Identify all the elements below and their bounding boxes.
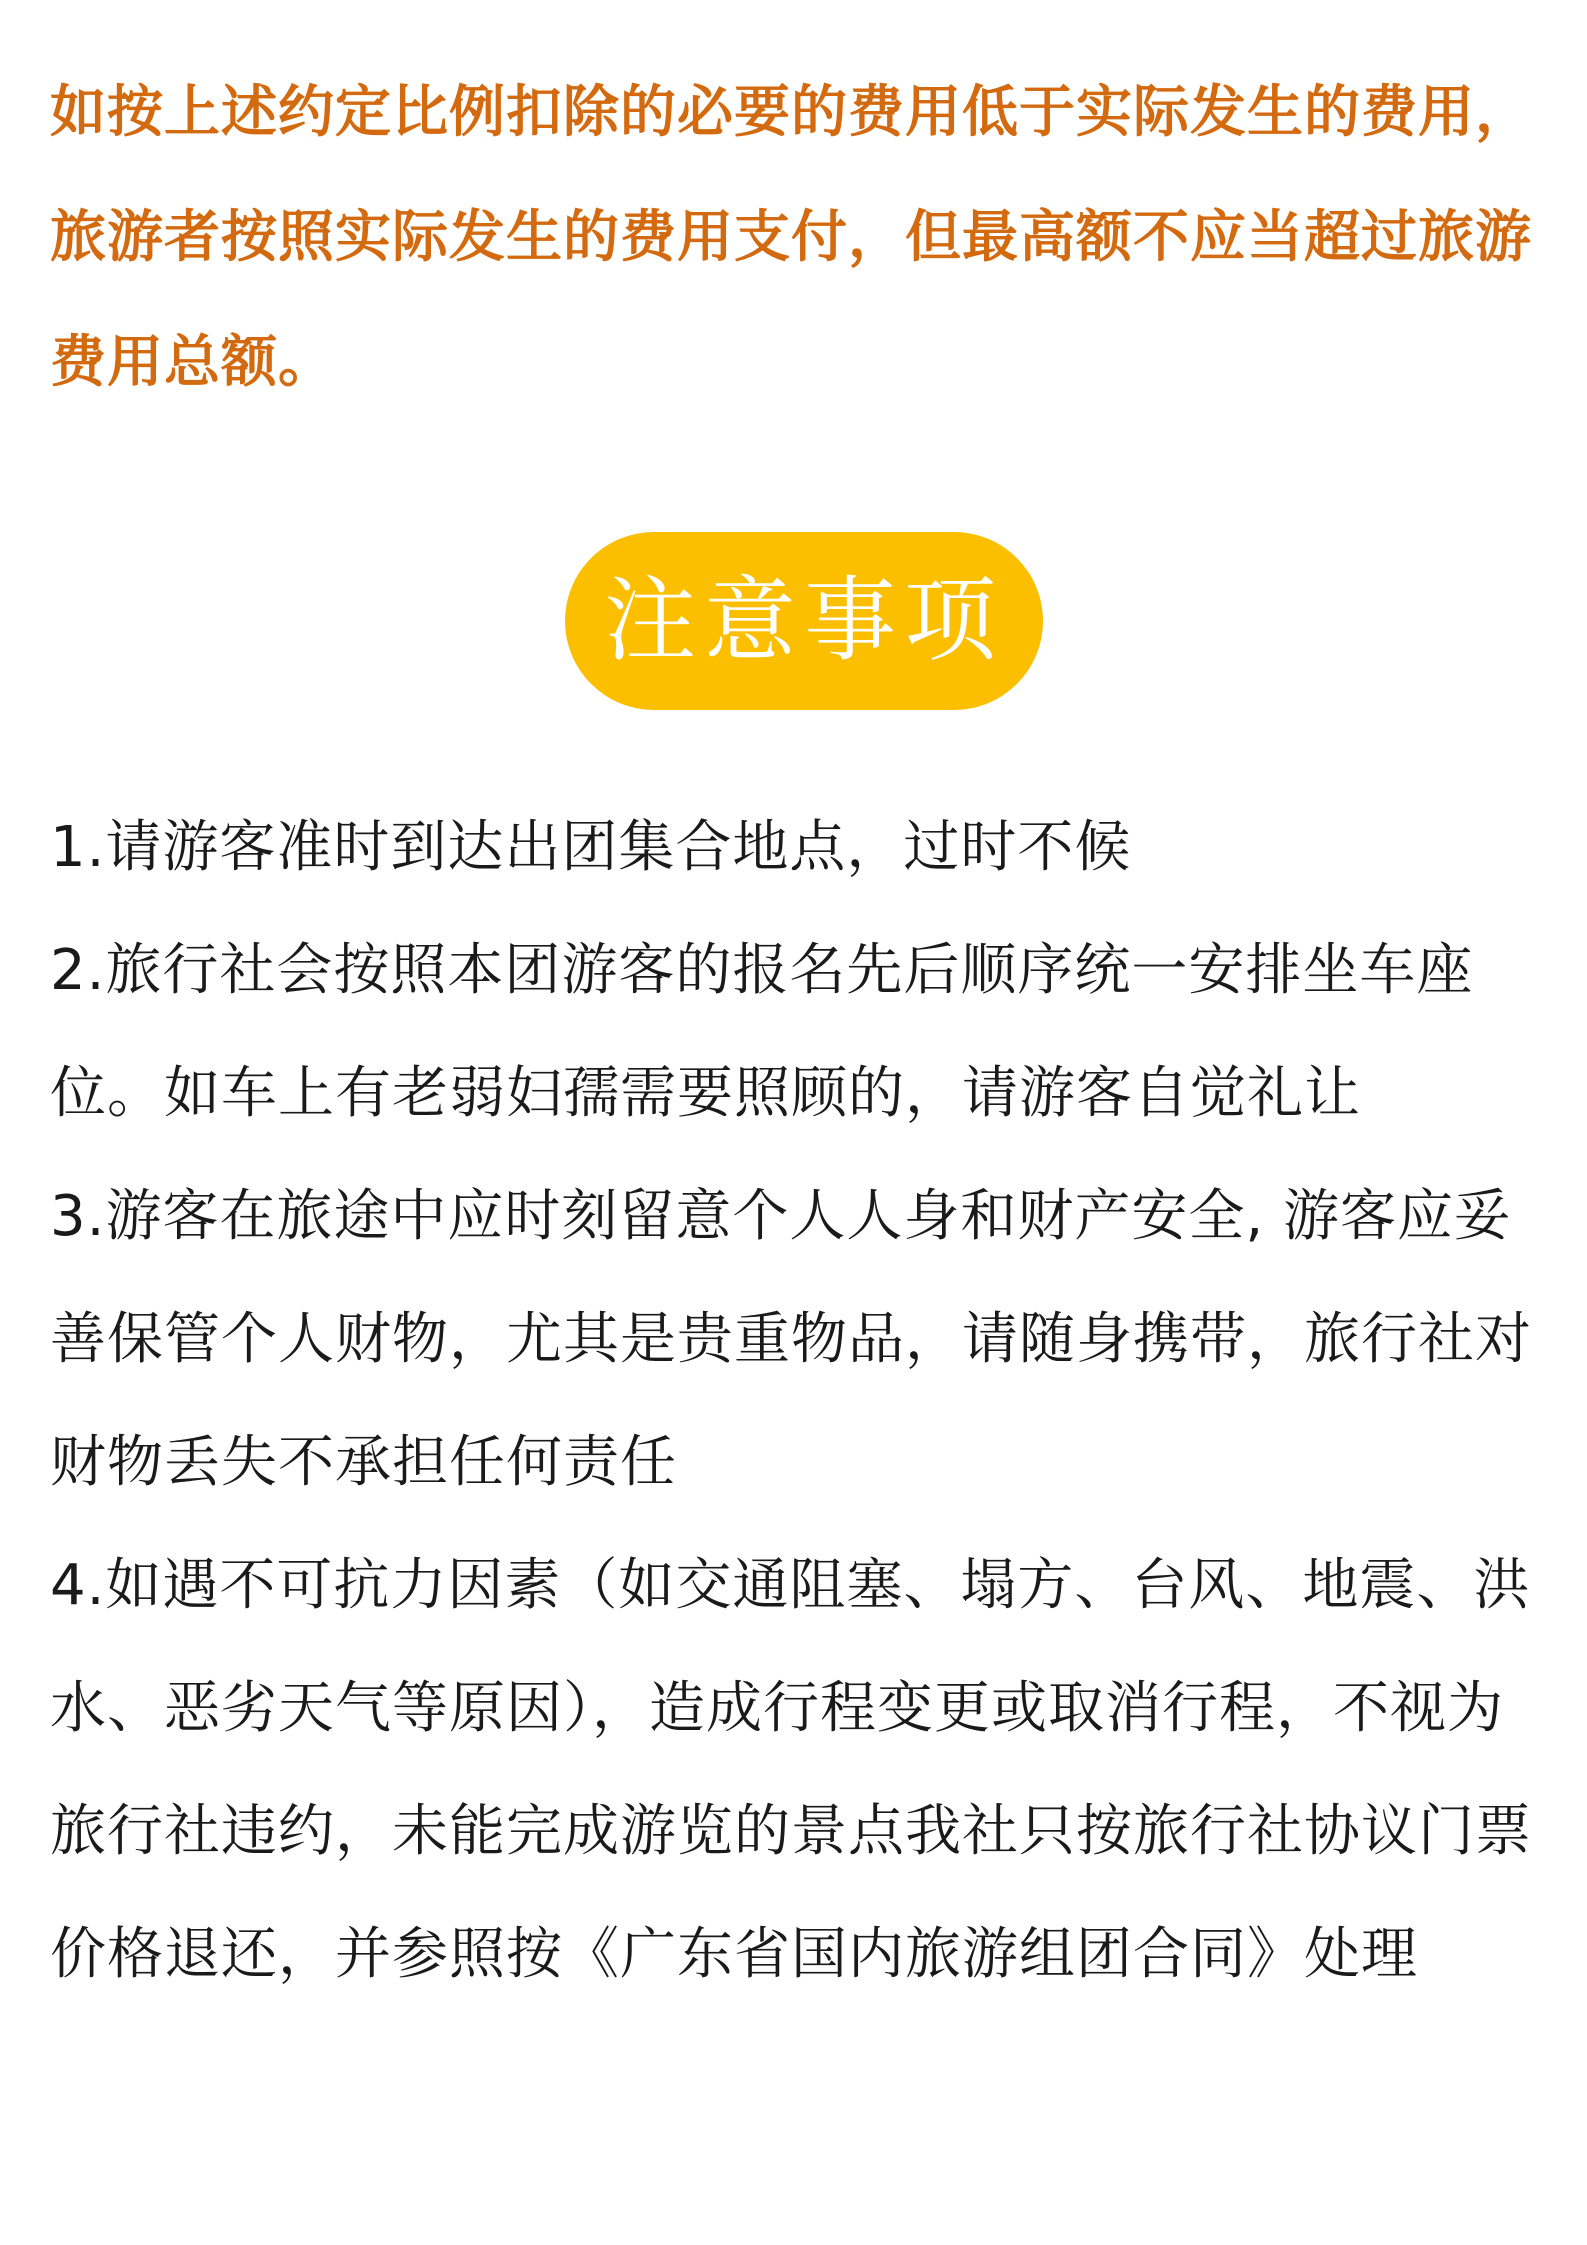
note-item-1: 1.请游客准时到达出团集合地点，过时不候	[50, 815, 1132, 880]
section-title: 注意事项	[603, 567, 1004, 674]
note-item-2: 2.旅行社会按照本团游客的报名先后顺序统一安排坐车座位。如车上有老弱妇孺需要照顾的，请游客自觉礼让	[50, 938, 1474, 1126]
note-item-3: 3.游客在旅途中应时刻留意个人人身和财产安全, 游客应妥善保管个人财物，尤其是贵重物品，请随身携带，旅行社对财物丢失不承担任何责任	[50, 1184, 1532, 1495]
intro-paragraph: 如按上述约定比例扣除的必要的费用低于实际发生的费用，旅游者按照实际发生的费用支付，但最高额不应当超过旅游费用总额。	[50, 80, 1532, 395]
section-title-badge	[565, 532, 1043, 710]
notes-list	[50, 786, 1550, 2016]
note-item-4: 4.如遇不可抗力因素（如交通阻塞、塌方、台风、地震、洪水、恶劣天气等原因），造成行程变更或取消行程，不视为旅行社违约，未能完成游览的景点我社只按旅行社协议门票价格退还，并参照按《广东省国内旅游组团合同》处理	[50, 1553, 1532, 1987]
